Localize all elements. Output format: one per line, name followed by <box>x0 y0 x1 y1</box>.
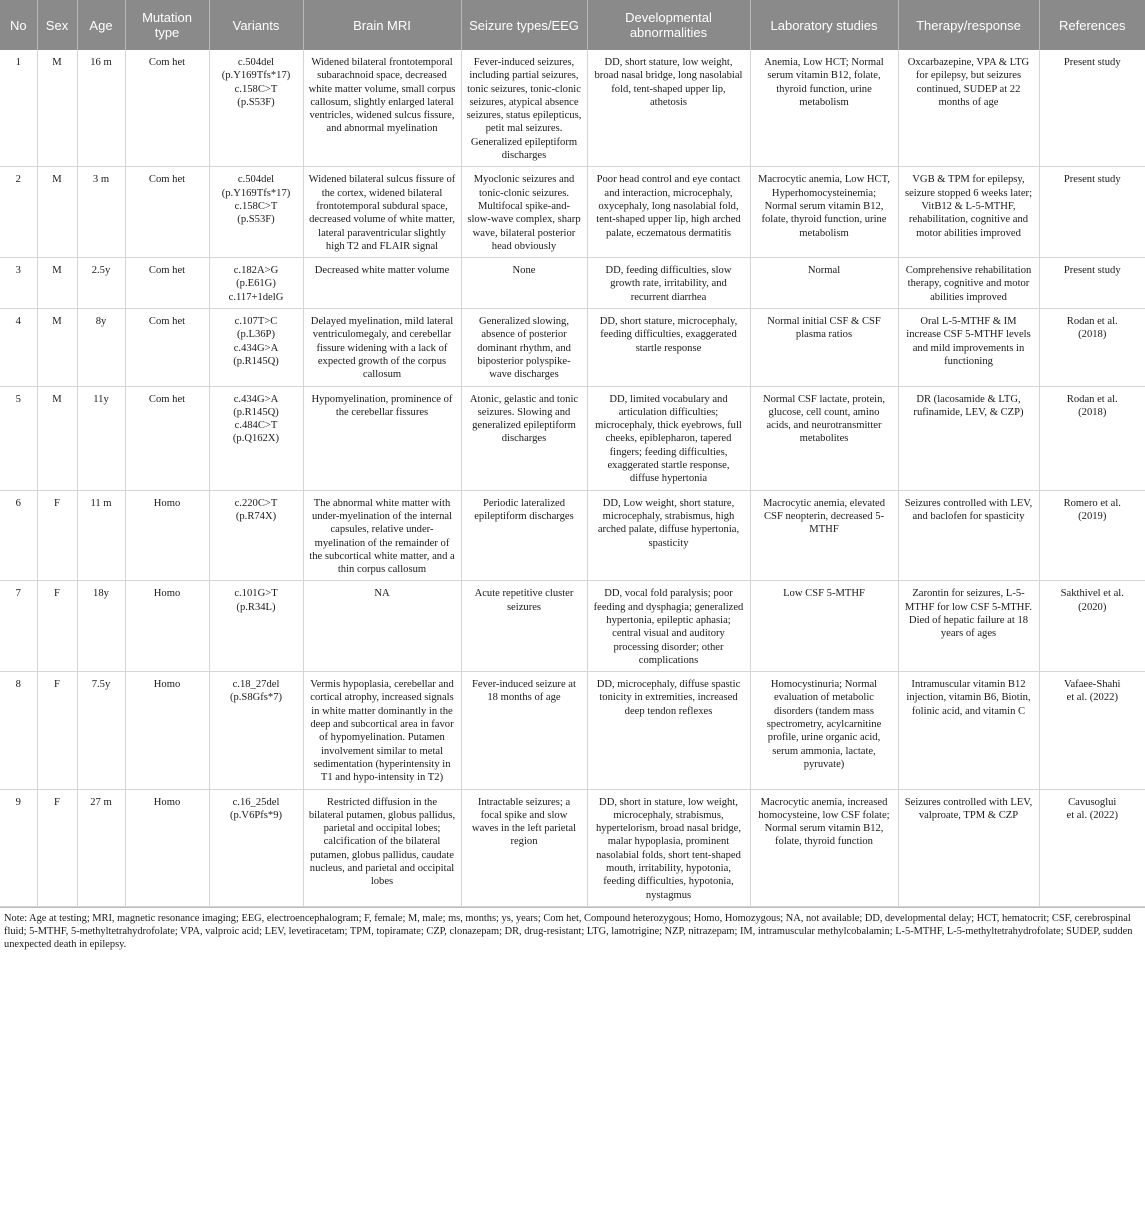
cell-brain: The abnormal white matter with under-myelination of the internal capsules, relative under-myelination of the remainder of the subcortical white matter, and a thin corpus callosum <box>303 490 461 581</box>
cell-brain: Widened bilateral sulcus fissure of the cortex, widened bilateral frontotemporal subdural space, decreased volume of white matter, lateral paraventricular slightly high T2 and FLAIR signal <box>303 167 461 258</box>
cell-sex: M <box>37 386 77 490</box>
cell-ref: Present study <box>1039 258 1145 309</box>
cell-lab: Normal initial CSF & CSF plasma ratios <box>750 309 898 386</box>
cell-sex: M <box>37 258 77 309</box>
cell-lab: Macrocytic anemia, elevated CSF neopterin, decreased 5-MTHF <box>750 490 898 581</box>
cell-therapy: Oral L-5-MTHF & IM increase CSF 5-MTHF levels and mild improvements in functioning <box>898 309 1039 386</box>
table-row <box>0 672 1145 789</box>
cell-no: 4 <box>0 309 37 386</box>
cell-seizure: None <box>461 258 587 309</box>
cell-lab: Homocystinuria; Normal evaluation of metabolic disorders (tandem mass spectrometry, acylcarnitine profile, urine organic acid, serum ammonia, lactate, pyruvate) <box>750 672 898 789</box>
cell-no: 7 <box>0 581 37 672</box>
cell-lab: Macrocytic anemia, increased homocysteine, low CSF folate; Normal serum vitamin B12, folate, thyroid function <box>750 789 898 906</box>
cell-age: 16 m <box>77 50 125 167</box>
cell-age: 11y <box>77 386 125 490</box>
cell-lab: Low CSF 5-MTHF <box>750 581 898 672</box>
cell-variants: c.18_27del (p.S8Gfs*7) <box>209 672 303 789</box>
table-row <box>0 309 1145 386</box>
cell-ref: Cavusoglui et al. (2022) <box>1039 789 1145 906</box>
cell-lab: Normal <box>750 258 898 309</box>
cell-dev: DD, short in stature, low weight, microcephaly, strabismus, hypertelorism, broad nasal bridge, malar hypoplasia, prominent nasolabial folds, short tent-shaped mouth, irritability, hypotonia, feeding difficulties, hypotonia, nystagmus <box>587 789 750 906</box>
cell-lab: Anemia, Low HCT; Normal serum vitamin B12, folate, thyroid function, urine metabolism <box>750 50 898 167</box>
cell-therapy: VGB & TPM for epilepsy, seizure stopped 6 weeks later; VitB12 & L-5-MTHF, rehabilitation, cognitive and motor abilities improved <box>898 167 1039 258</box>
cell-sex: M <box>37 309 77 386</box>
cell-age: 18y <box>77 581 125 672</box>
cell-therapy: Comprehensive rehabilitation therapy, cognitive and motor abilities improved <box>898 258 1039 309</box>
cell-no: 2 <box>0 167 37 258</box>
cell-sex: M <box>37 50 77 167</box>
cell-therapy: Oxcarbazepine, VPA & LTG for epilepsy, but seizures continued, SUDEP at 22 months of age <box>898 50 1039 167</box>
cell-dev: DD, microcephaly, diffuse spastic tonicity in extremities, increased deep tendon reflexes <box>587 672 750 789</box>
column-header: Developmental abnormalities <box>587 0 750 50</box>
cell-sex: M <box>37 167 77 258</box>
table-row <box>0 258 1145 309</box>
cell-lab: Macrocytic anemia, Low HCT, Hyperhomocysteinemia; Normal serum vitamin B12, folate, thyroid function, urine metabolism <box>750 167 898 258</box>
cell-brain: Delayed myelination, mild lateral ventriculomegaly, and cerebellar fissure widening with a lack of expected growth of the corpus callosum <box>303 309 461 386</box>
cell-variants: c.16_25del (p.V6Pfs*9) <box>209 789 303 906</box>
cell-ref: Rodan et al. (2018) <box>1039 386 1145 490</box>
cell-seizure: Intractable seizures; a focal spike and slow waves in the left parietal region <box>461 789 587 906</box>
cell-seizure: Fever-induced seizures, including partial seizures, tonic seizures, tonic-clonic seizures, atypical absence seizures, status epilepticus, petit mal seizures. Generalized epileptiform discharges <box>461 50 587 167</box>
cell-variants: c.504del (p.Y169Tfs*17) c.158C>T (p.S53F) <box>209 167 303 258</box>
cell-lab: Normal CSF lactate, protein, glucose, cell count, amino acids, and neurotransmitter metabolites <box>750 386 898 490</box>
cell-therapy: Seizures controlled with LEV, valproate, TPM & CZP <box>898 789 1039 906</box>
table-row <box>0 167 1145 258</box>
table-row <box>0 789 1145 906</box>
column-header: No <box>0 0 37 50</box>
cell-seizure: Myoclonic seizures and tonic-clonic seizures. Multifocal spike-and-slow-wave complex, sharp wave, bilateral posterior head obviously <box>461 167 587 258</box>
cell-mutation: Homo <box>125 490 209 581</box>
cell-dev: DD, short stature, low weight, broad nasal bridge, long nasolabial fold, tent-shaped upper lip, athetosis <box>587 50 750 167</box>
cell-variants: c.101G>T (p.R34L) <box>209 581 303 672</box>
table-row <box>0 50 1145 167</box>
cell-brain: Widened bilateral frontotemporal subarachnoid space, decreased white matter volume, small corpus callosum, slightly enlarged lateral ventricles, widened sulcus fissure, and abnormal myelination <box>303 50 461 167</box>
cell-sex: F <box>37 581 77 672</box>
cell-dev: Poor head control and eye contact and interaction, microcephaly, oxycephaly, long nasolabial fold, tent-shaped upper lip, high arched palate, eczematous dermatitis <box>587 167 750 258</box>
cell-mutation: Com het <box>125 386 209 490</box>
cell-therapy: DR (lacosamide & LTG, rufinamide, LEV, & CZP) <box>898 386 1039 490</box>
table-row <box>0 581 1145 672</box>
column-header: Therapy/response <box>898 0 1039 50</box>
cell-no: 1 <box>0 50 37 167</box>
column-header: Sex <box>37 0 77 50</box>
cell-dev: DD, feeding difficulties, slow growth rate, irritability, and recurrent diarrhea <box>587 258 750 309</box>
cell-variants: c.182A>G (p.E61G) c.117+1delG <box>209 258 303 309</box>
cell-age: 8y <box>77 309 125 386</box>
cell-seizure: Periodic lateralized epileptiform discharges <box>461 490 587 581</box>
cell-ref: Present study <box>1039 50 1145 167</box>
table-header <box>0 0 1145 50</box>
cell-seizure: Atonic, gelastic and tonic seizures. Slowing and generalized epileptiform discharges <box>461 386 587 490</box>
cell-mutation: Com het <box>125 258 209 309</box>
cell-seizure: Generalized slowing, absence of posterior dominant rhythm, and biposterior polyspike-wave discharges <box>461 309 587 386</box>
cell-sex: F <box>37 672 77 789</box>
cell-sex: F <box>37 490 77 581</box>
column-header: Brain MRI <box>303 0 461 50</box>
cell-brain: Decreased white matter volume <box>303 258 461 309</box>
cell-ref: Vafaee-Shahi et al. (2022) <box>1039 672 1145 789</box>
cell-no: 9 <box>0 789 37 906</box>
column-header: Age <box>77 0 125 50</box>
cell-mutation: Com het <box>125 309 209 386</box>
cell-dev: DD, limited vocabulary and articulation difficulties; microcephaly, thick eyebrows, full cheeks, epiblepharon, tapered fingers; feeding difficulties, exaggerated startle response, diffuse hypertonia <box>587 386 750 490</box>
cell-ref: Rodan et al. (2018) <box>1039 309 1145 386</box>
cell-mutation: Homo <box>125 672 209 789</box>
table-row <box>0 490 1145 581</box>
cell-variants: c.107T>C (p.L36P) c.434G>A (p.R145Q) <box>209 309 303 386</box>
table-footnote: Note: Age at testing; MRI, magnetic resonance imaging; EEG, electroencephalogram; F, female; M, male; ms, months; ys, years; Com het, Compound heterozygous; Homo, Homozygous; NA, not available; DD, developmental delay; HCT, hematocrit; CSF, cerebrospinal fluid; 5-MTHF, 5-methyltetrahydrofolate; VPA, valproic acid; LEV, levetiracetam; TPM, topiramate; CZP, clonazepam; DR, drug-resistant; LTG, lamotrigine; NZP, nitrazepam; IM, intramuscular methylcobalamin; L-5-MTHF, L-5-methyltetrahydrofolate; SUDEP, sudden unexpected death in epilepsy. <box>0 907 1145 952</box>
cell-age: 11 m <box>77 490 125 581</box>
cell-dev: DD, short stature, microcephaly, feeding difficulties, exaggerated startle response <box>587 309 750 386</box>
cell-no: 3 <box>0 258 37 309</box>
cell-brain: Vermis hypoplasia, cerebellar and cortical atrophy, increased signals in white matter dominantly in the deep and subcortical area in favor of hypomyelination. Putamen involvement similar to metal sedimentation (hyperintensity in T1 and hypo-intensity in T2) <box>303 672 461 789</box>
cell-therapy: Zarontin for seizures, L-5-MTHF for low CSF 5-MTHF. Died of hepatic failure at 18 years of ages <box>898 581 1039 672</box>
cell-no: 5 <box>0 386 37 490</box>
cell-dev: DD, vocal fold paralysis; poor feeding and dysphagia; generalized hypertonia, epileptic aphasia; central visual and auditory processing disorder; other complications <box>587 581 750 672</box>
cell-brain: Restricted diffusion in the bilateral putamen, globus pallidus, parietal and occipital lobes; calcification of the bilateral putamen, globus pallidus, caudate nucleus, and parietal and occipital lobes <box>303 789 461 906</box>
column-header: Variants <box>209 0 303 50</box>
cell-ref: Present study <box>1039 167 1145 258</box>
cell-no: 8 <box>0 672 37 789</box>
cell-variants: c.434G>A (p.R145Q) c.484C>T (p.Q162X) <box>209 386 303 490</box>
column-header: Seizure types/EEG <box>461 0 587 50</box>
cell-dev: DD, Low weight, short stature, microcephaly, strabismus, high arched palate, diffuse hypertonia, spasticity <box>587 490 750 581</box>
cell-seizure: Fever-induced seizure at 18 months of age <box>461 672 587 789</box>
table-row <box>0 386 1145 490</box>
cell-ref: Romero et al. (2019) <box>1039 490 1145 581</box>
cell-therapy: Seizures controlled with LEV, and baclofen for spasticity <box>898 490 1039 581</box>
cell-variants: c.504del (p.Y169Tfs*17) c.158C>T (p.S53F) <box>209 50 303 167</box>
cell-age: 2.5y <box>77 258 125 309</box>
cell-variants: c.220C>T (p.R74X) <box>209 490 303 581</box>
cell-brain: Hypomyelination, prominence of the cerebellar fissures <box>303 386 461 490</box>
header-row <box>0 0 1145 50</box>
cell-age: 27 m <box>77 789 125 906</box>
cell-no: 6 <box>0 490 37 581</box>
cell-therapy: Intramuscular vitamin B12 injection, vitamin B6, Biotin, folinic acid, and vitamin C <box>898 672 1039 789</box>
cell-seizure: Acute repetitive cluster seizures <box>461 581 587 672</box>
cell-ref: Sakthivel et al. (2020) <box>1039 581 1145 672</box>
column-header: References <box>1039 0 1145 50</box>
cell-mutation: Homo <box>125 581 209 672</box>
table-body <box>0 50 1145 906</box>
cell-brain: NA <box>303 581 461 672</box>
cell-mutation: Homo <box>125 789 209 906</box>
cell-age: 7.5y <box>77 672 125 789</box>
cell-mutation: Com het <box>125 167 209 258</box>
cell-age: 3 m <box>77 167 125 258</box>
column-header: Laboratory studies <box>750 0 898 50</box>
column-header: Mutation type <box>125 0 209 50</box>
cell-mutation: Com het <box>125 50 209 167</box>
cell-sex: F <box>37 789 77 906</box>
